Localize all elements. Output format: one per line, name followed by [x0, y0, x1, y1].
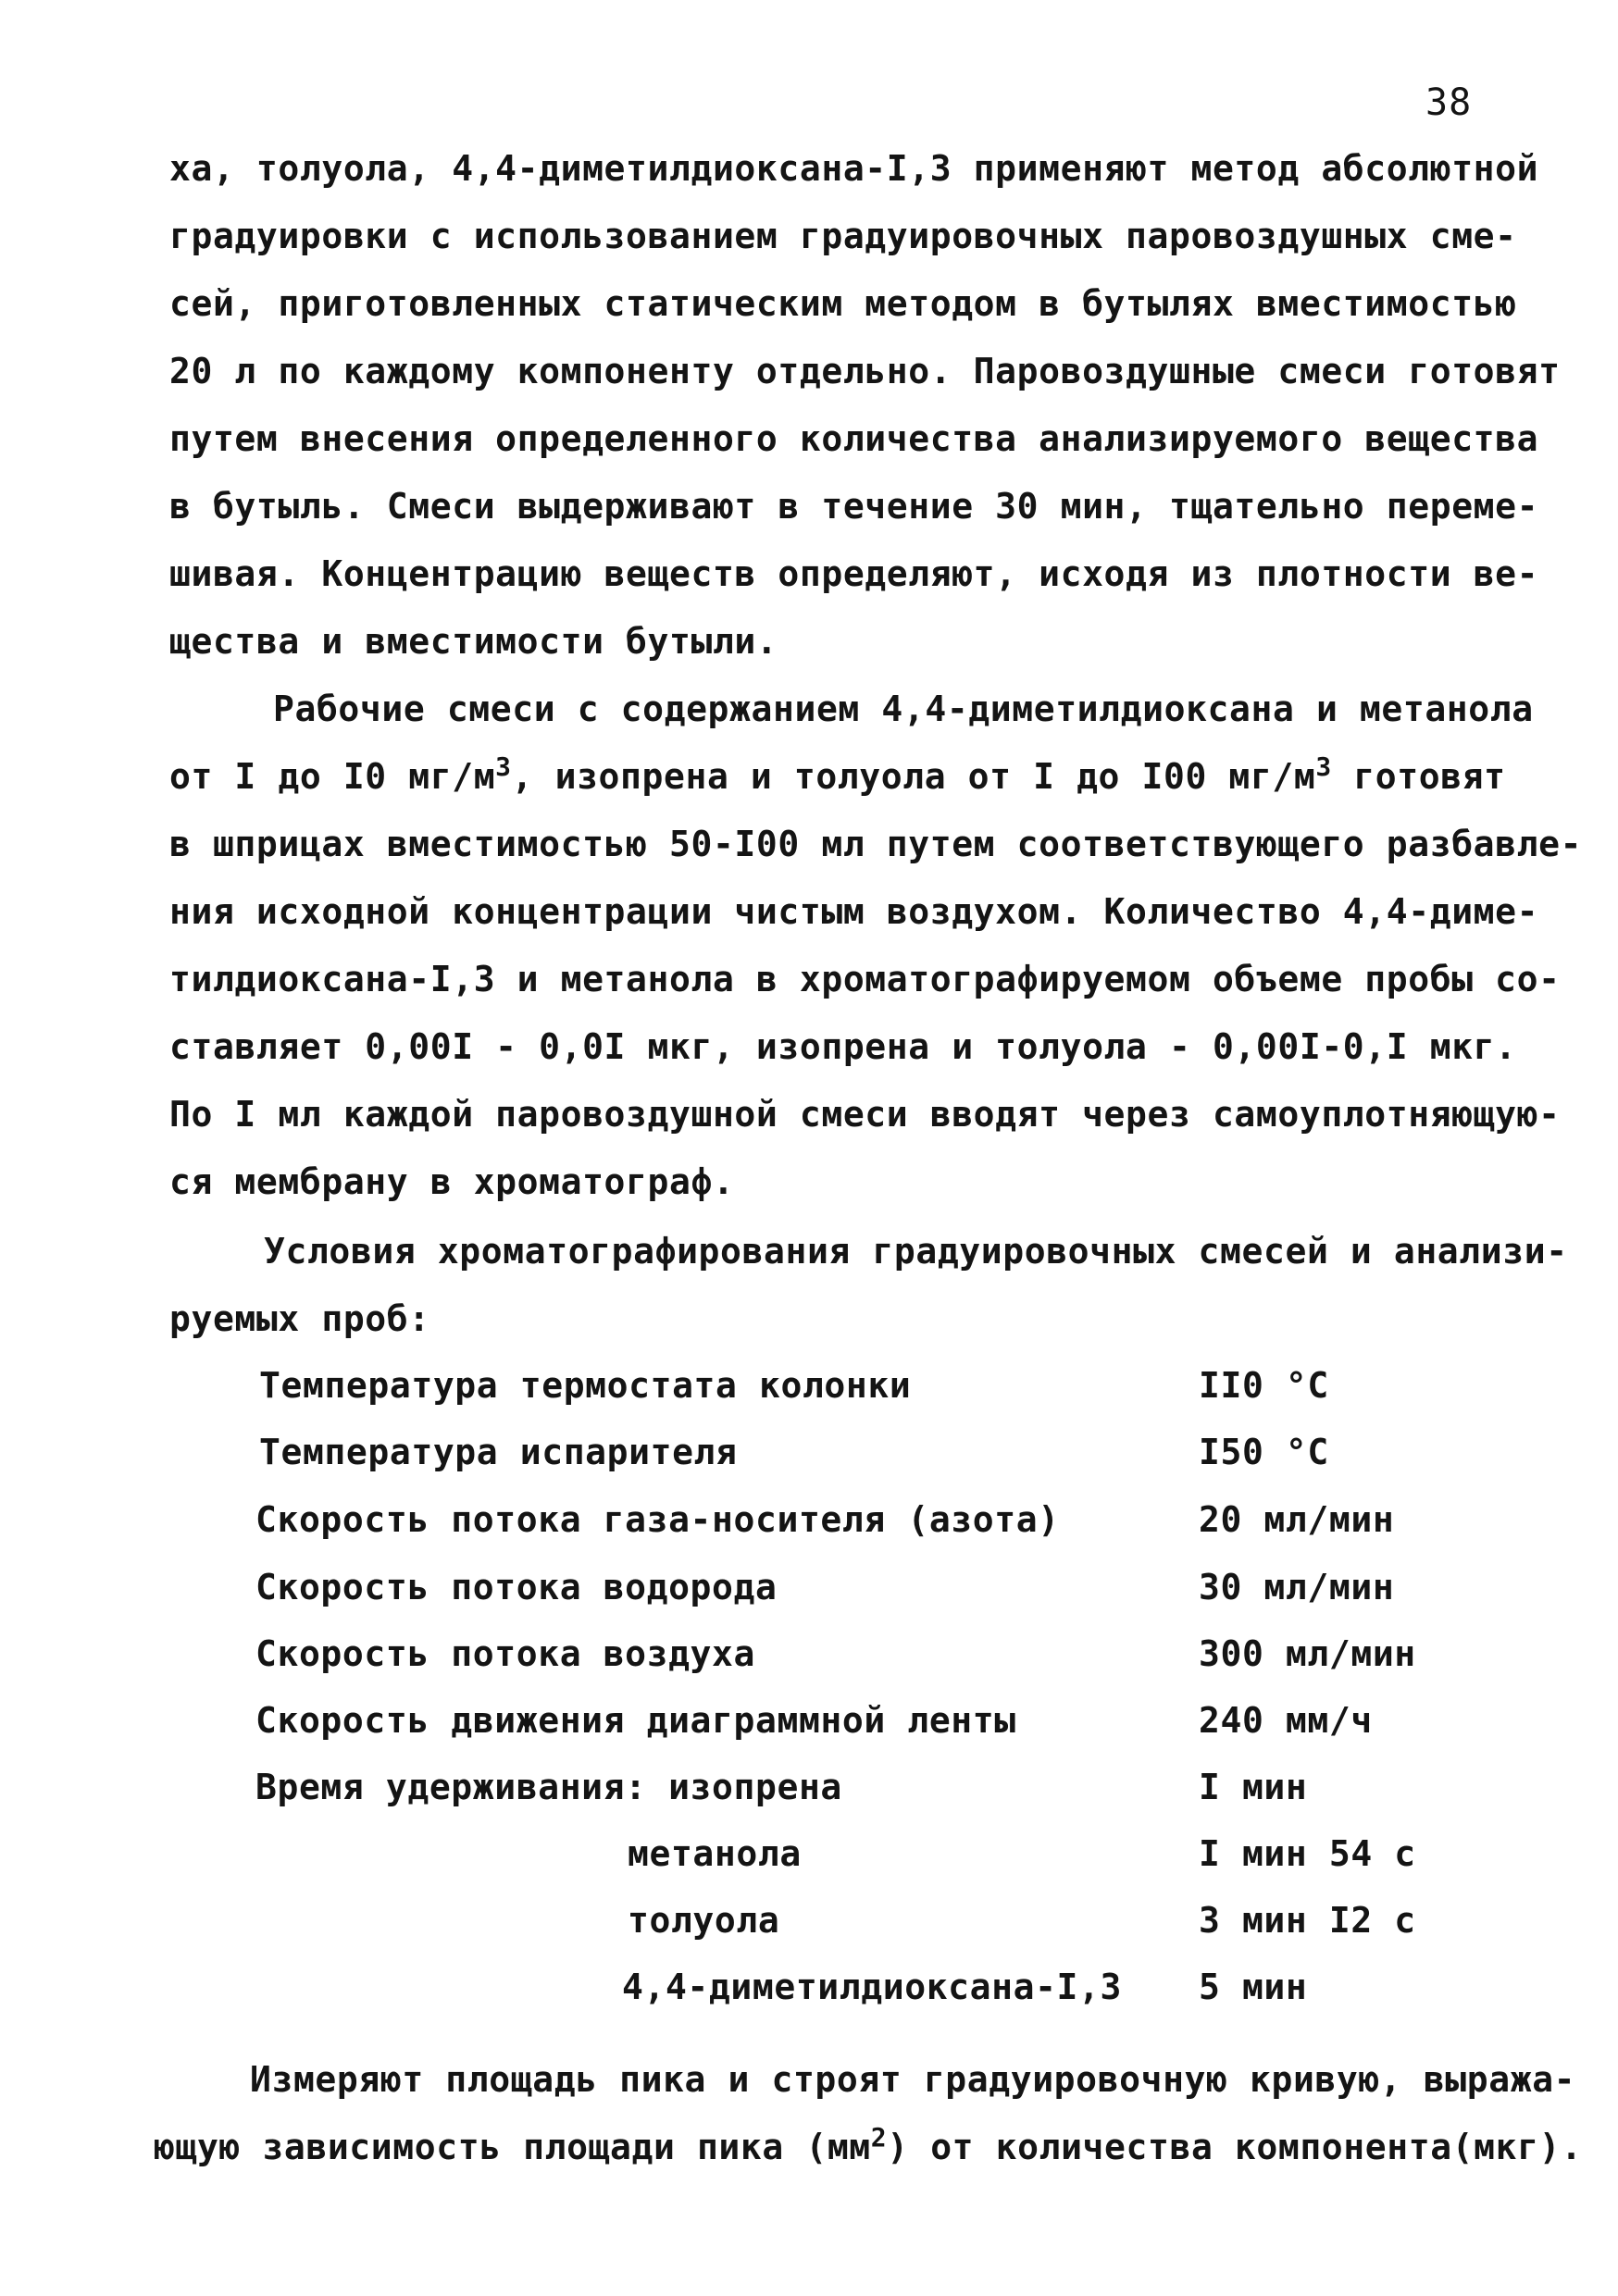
text-line: ставляет 0,00I - 0,0I мкг, изопрена и толуола - 0,00I-0,I мкг. — [169, 1026, 1517, 1067]
condition-label: Скорость потока воздуха — [255, 1633, 755, 1674]
text-line: Рабочие смеси с содержанием 4,4-диметилдиоксана и метанола — [273, 689, 1534, 729]
text-line: тилдиоксана-I,3 и метанола в хроматографируемом объеме пробы со- — [169, 959, 1561, 999]
condition-value: 3 мин I2 с — [1199, 1900, 1416, 1941]
text-fragment: ) от количества компонента(мкг). — [887, 2127, 1583, 2167]
text-fragment: , изопрена и толуола от I до I00 мг/м — [511, 756, 1316, 797]
text-line: путем внесения определенного количества анализируемого вещества — [169, 418, 1539, 459]
condition-value: II0 °C — [1199, 1365, 1329, 1406]
text-line — [169, 753, 1506, 800]
condition-value: I мин — [1199, 1767, 1308, 1807]
text-line: По I мл каждой паровоздушной смеси вводят через самоуплотняющую- — [169, 1094, 1561, 1135]
page-number: 38 — [1425, 81, 1473, 124]
condition-value: I мин 54 с — [1199, 1833, 1416, 1874]
condition-value: 240 мм/ч — [1199, 1700, 1373, 1741]
text-fragment: ющую зависимость площади пика (мм — [154, 2127, 871, 2167]
text-line: градуировки с использованием градуировочных паровоздушных сме- — [169, 216, 1517, 256]
text-fragment: готовят — [1331, 756, 1506, 797]
text-line: в шприцах вместимостью 50-I00 мл путем соответствующего разбавле- — [169, 824, 1583, 864]
text-line: Измеряют площадь пика и строят градуировочную кривую, выража- — [250, 2059, 1576, 2100]
text-line: в бутыль. Смеси выдерживают в течение 30 мин, тщательно переме- — [169, 486, 1539, 527]
text-fragment: от I до I0 мг/м — [169, 756, 496, 797]
text-line: щества и вместимости бутыли. — [169, 621, 778, 662]
condition-label: Скорость потока газа-носителя (азота) — [255, 1499, 1060, 1540]
condition-label: метанола — [628, 1833, 802, 1874]
superscript: 2 — [870, 2122, 888, 2153]
condition-value: 30 мл/мин — [1199, 1567, 1395, 1607]
condition-label: Температура испарителя — [259, 1432, 738, 1472]
condition-value: 300 мл/мин — [1199, 1633, 1416, 1674]
text-line: сей, приготовленных статическим методом в бутылях вместимостью — [169, 283, 1517, 324]
text-line — [154, 2124, 1583, 2170]
text-line: руемых проб: — [169, 1298, 430, 1339]
text-line: ха, толуола, 4,4-диметилдиоксана-I,3 применяют метод абсолютной — [169, 148, 1539, 189]
condition-label: Скорость движения диаграммной ленты — [255, 1700, 1016, 1741]
superscript: 3 — [1315, 751, 1332, 782]
superscript: 3 — [495, 751, 512, 782]
text-line: Условия хроматографирования градуировочных смесей и анализи- — [264, 1231, 1568, 1272]
condition-value: 20 мл/мин — [1199, 1499, 1395, 1540]
text-line: ния исходной концентрации чистым воздухом. Количество 4,4-диме- — [169, 891, 1539, 932]
condition-label: Время удерживания: изопрена — [255, 1767, 842, 1807]
condition-label: 4,4-диметилдиоксана-I,3 — [622, 1967, 1122, 2007]
condition-label: Скорость потока водорода — [255, 1567, 778, 1607]
condition-label: Температура термостата колонки — [259, 1365, 912, 1406]
condition-value: 5 мин — [1199, 1967, 1308, 2007]
condition-label: толуола — [628, 1900, 780, 1941]
text-line: 20 л по каждому компоненту отдельно. Паровоздушные смеси готовят — [169, 351, 1561, 391]
text-line: шивая. Концентрацию веществ определяют, исходя из плотности ве- — [169, 553, 1539, 594]
text-line: ся мембрану в хроматограф. — [169, 1161, 735, 1202]
condition-value: I50 °C — [1199, 1432, 1329, 1472]
